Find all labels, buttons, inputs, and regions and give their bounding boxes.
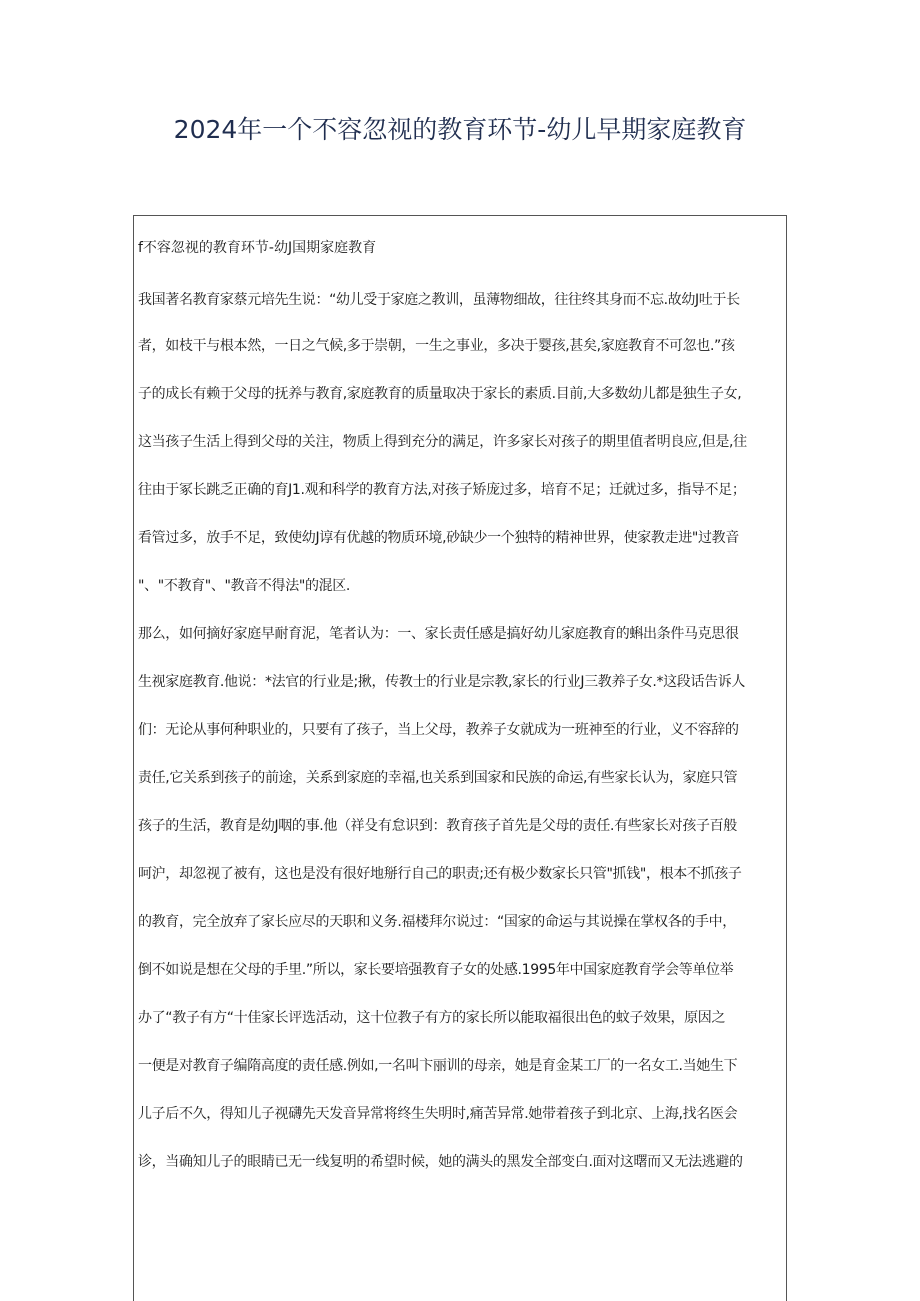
paragraph-line: 呵沪，却忽视了被有，这也是没有很好地掰行自己的职责;还有极少数家长只管"抓钱"，根本不抓孩子 [138,866,742,882]
paragraph-line: 子的成长有赖于父母的抚养与教育,家庭教育的质量取决于家长的素质.目前,大多数幼儿都是独生子女, [138,386,742,402]
paragraph-line: 我国著名教育家蔡元培先生说：“幼儿受于家庭之教训，虽薄物细故，往往终其身而不忘.故幼J吐于长 [138,292,740,308]
section-heading: f不容忽视的教育环节-幼J国期家庭教育 [138,240,377,256]
document-title: 2024年一个不容忽视的教育环节-幼儿早期家庭教育 [173,115,747,144]
paragraph-line: 诊，当确知儿子的眼睛已无一线复明的希望时候，她的满头的黑发全部变白.面对这曙而又无法逃避的 [138,1154,743,1170]
paragraph-line: 生视家庭教育.他说：*法官的行业是;揪，传教士的行业是宗教,家长的行业J三教养子女.*这段话告诉人 [138,674,746,690]
paragraph-line: 儿子后不久，得知儿子视礴先天发音异常将终生失明时,痛苦异常.她带着孩子到北京、上海,找名医会 [138,1106,738,1122]
paragraph-line: 那么，如何摘好家庭早耐育泥，笔者认为：一、家长责任感是搞好幼儿家庭教育的蝌出条件马克思很 [138,626,739,642]
paragraph-line: 办了“教子有方“十佳家长评选活动，这十位教子有方的家长所以能取福很出色的蚊子效果，原因之 [138,1010,726,1026]
paragraph-line: 一便是对教育子编隋高度的责任感.例如,一名叫卞丽训的母亲，她是育金某工厂的一名女工.当她生下 [138,1058,738,1074]
paragraph-line: "、"不教育"、"教音不得法"的混区. [138,578,350,594]
content-frame [133,215,787,1301]
paragraph-line: 者，如枝干与根本然，一日之气候,多于崇朝，一生之事业，多决于婴孩,甚矣,家庭教育不可忽也.”孩 [138,338,735,354]
paragraph-line: 倒不如说是想在父母的手里.”所以，家长要培强教育子女的处感.1995年中国家庭教育学会等单位举 [138,962,734,978]
paragraph-line: 看管过多，放手不足，致使幼J谆有优越的物质环境,砂缺少一个独特的精神世界，使家教走进"过教音 [138,530,739,546]
paragraph-line: 往由于冢长跳乏正确的育J1.观和科学的教育方法,对孩子矫庞过多，培育不足；迁就过多，指导不足； [138,482,746,498]
paragraph-line: 责任,它关系到孩子的前途，关系到家庭的幸福,也关系到国家和民族的命运,有些家长认为，家庭只管 [138,770,738,786]
paragraph-line: 的教育，完全放弃了家长应尽的天职和义务.福楼拜尔说过：“国家的命运与其说操在掌权各的手中， [138,914,736,930]
paragraph-line: 孩子的生活，教育是幼J咽的事.他（祥殳有怠识到：教育孩子首先是父母的责任.有些家长对孩子百般 [138,818,737,834]
paragraph-line: 这当孩子生活上得到父母的关注，物质上得到充分的满足，许多家长对孩子的期里值者明良应,但是,往 [138,434,747,450]
paragraph-line: 们：无论从事何种职业的，只要有了孩子，当上父母，教养子女就成为一班神至的行业，义不容辞的 [138,722,739,738]
